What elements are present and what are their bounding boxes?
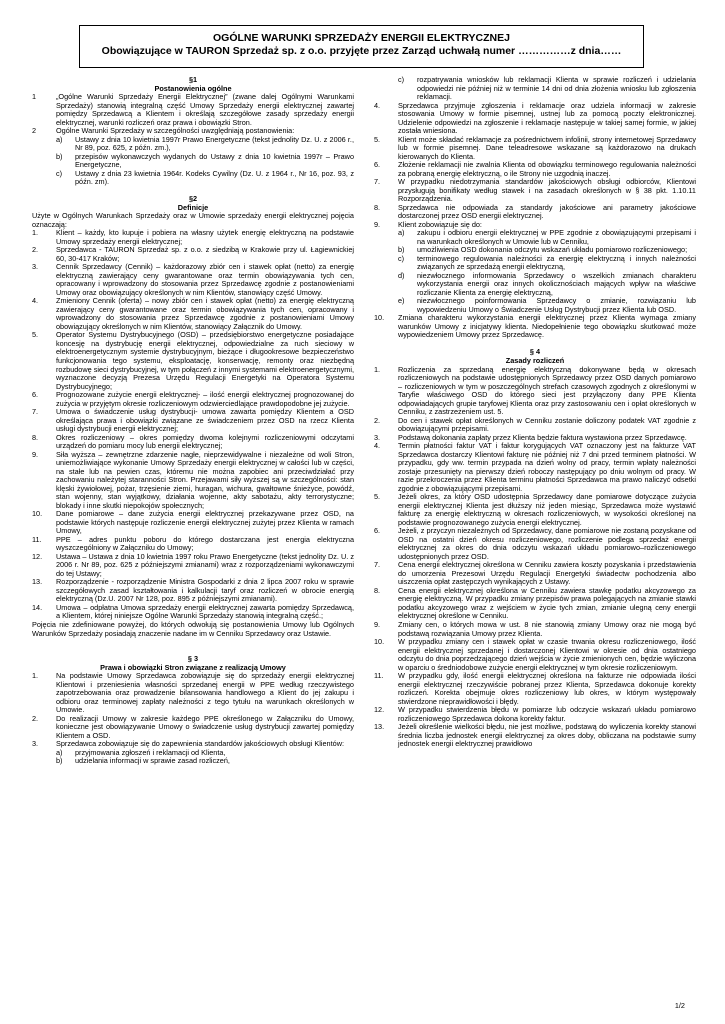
- sub-item: a) zakupu i odbioru energii elektrycznej w PPE zgodnie z obowiązującymi przepisami i na warunkach określonych w Umowie lub w Cenniku,: [398, 228, 696, 246]
- definition-item: 1. Klient – każdy, kto kupuje i pobiera na własny użytek energię elektryczną na podstawie Umowy sprzedaży energii elektrycznej;: [32, 228, 354, 246]
- definition-item: 12. Ustawa – Ustawa z dnia 10 kwietnia 1997 roku Prawo Energetyczne (tekst jednolity Dz. U. z 2006 r. Nr 89, poz. 625 z późniejszymi zmianami) wraz z rozporządzeniami wykonawczymi do tej Ustawy;: [32, 551, 354, 578]
- definition-item: 5. Operator Systemu Dystrybucyjnego (OSD) – przedsiębiorstwo energetyczne posiadające koncesję na dystrybucję energii elektrycznej, odpowiedzialne za ruch sieciowy w elektroenergetycznym systemie dystrybucyjnym, bieżące i długookresowe bezpieczeństwo funkcjonowania tego systemu, eksploatację, konserwację, remonty oraz niezbędną rozbudowę sieci dystrybucyjnej, w tym połączeń z innymi systemami elektroenergetycznymi, wyznaczone decyzją Prezesa Urzędu Regulacji Energetyki na Operatora Systemu Dystrybucyjnego;: [32, 330, 354, 391]
- paragraph: 10. Zmiana charakteru wykorzystania energii elektrycznej przez Klienta wymaga zmiany warunków Umowy z inicjatywy klienta. Niedopełnienie tego obowiązku skutkować może wypowiedzeniem Umowy przez Sprzedawcę.: [374, 313, 696, 340]
- paragraph: 2 Ogólne Warunki Sprzedaży w szczególności uwzględniają postanowienia:: [32, 126, 295, 136]
- section-1-title: Postanowienia ogólne: [154, 83, 232, 93]
- section-4-number: § 4: [529, 347, 541, 357]
- left-column: [32, 76, 354, 766]
- sub-item: d) niezwłocznego informowania Sprzedawcy o wszelkich zmianach charakteru wykorzystania energii oraz innych okolicznościach mających wpływ na właściwe rozliczanie Klienta za energię elektryczną,: [398, 270, 696, 297]
- paragraph: 6. Jeżeli, z przyczyn niezależnych od Sprzedawcy, dane pomiarowe nie zostaną pozyskane od OSD na ostatni dzień okresu rozliczeniowego, rozliczenie podlega sprzedaż energii elektrycznej za okres do dnia odczytu wskazań układu pomiarowo–rozliczeniowego udostępnionych przez OSD.: [374, 526, 696, 561]
- paragraph: 2. Do cen i stawek opłat określonych w Cenniku zostanie doliczony podatek VAT zgodnie z obowiązującymi przepisami.: [374, 415, 696, 434]
- paragraph: 10. W przypadku zmiany cen i stawek opłat w czasie trwania okresu rozliczeniowego, ilość energii elektrycznej sprzedanej i dostarczonej Klientowi w okresie od dnia ostatniego odczytu do dnia poprzedzającego dzień wejścia w życie zmienionych cen, będzie wyliczona w oparciu o średniodobowe zużycie energii elektrycznej w tym okresie rozliczeniowym.: [374, 637, 696, 672]
- section-3-number: § 3: [187, 654, 199, 664]
- definition-item: 11. PPE – adres punktu poboru do którego dostarczana jest energia elektryczna wyszczególniony w Załączniku do Umowy;: [32, 534, 354, 553]
- sub-item: a) przyjmowania zgłoszeń i reklamacji od Klienta,: [56, 747, 226, 757]
- paragraph: 7. Cena energii elektrycznej określona w Cenniku zawiera koszty pozyskania i przedstawienia do umorzenia Prezesowi Urzędu Regulacji Energetyki świadectw pochodzenia albo uiszczenia opłat zastępczych wynikających z Ustawy.: [374, 560, 696, 587]
- definition-item: 8. Okres rozliczeniowy – okres pomiędzy dwoma kolejnymi rozliczeniowymi odczytami urządzeń do pomiaru mocy lub energii elektrycznej;: [32, 432, 354, 451]
- definition-item: 10. Dane pomiarowe – dane zużycia energii elektrycznej przekazywane przez OSD, na podstawie których następuje rozliczenie energii elektrycznej zużytej przez Klienta w ramach Umowy,: [32, 509, 354, 536]
- paragraph: 12. W przypadku stwierdzenia błędu w pomiarze lub odczycie wskazań układu pomiarowo rozliczeniowego Sprzedawca dokona korekty faktur.: [374, 705, 696, 723]
- paragraph: 3. Sprzedawca zobowiązuje się do zapewnienia standardów jakościowych obsługi Klientów:: [32, 739, 344, 749]
- paragraph: 4. Termin płatności faktur VAT i faktur korygujących VAT oznaczony jest na fakturze VAT Sprzedawca dostarczy Klientowi fakturę nie później niż 7 dni przed terminem płatności. W przypadku, gdy ww. termin przypada na dzień wolny od pracy, termin wpłaty należności zostaje przesunięty na pierwszy dzień roboczy następujący po dniu wolnym od pracy. W razie przekroczenia przez Klienta terminu płatności Sprzedawca ma prawo naliczyć odsetki zgodnie z obowiązującymi przepisami.: [374, 441, 696, 493]
- right-column: [374, 76, 696, 749]
- paragraph: 9. Klient zobowiązuje się do:: [374, 219, 482, 229]
- paragraph: 1. Na podstawie Umowy Sprzedawca zobowiązuje się do sprzedaży energii elektrycznej Klientowi i przeniesienia własności sprzedanej energii w PPE według rzeczywistego zapotrzebowania oraz prowadzenie bilansowania handlowego a Klient do jej zakupu i odbioru oraz terminowej zapłaty należności z tego tytułu na warunkach określonych w Umowie.: [32, 671, 354, 715]
- paragraph: 8. Cena energii elektrycznej określona w Cenniku zawiera stawkę podatku akcyzowego za energię elektryczną. W przypadku zmiany przepisów prawa polegających na zmianie stawki podatku akcyzowego wraz z wejściem w życie tych zmian, zmianie ulegną ceny energii elektrycznej określone w Cenniku.: [374, 585, 696, 621]
- sub-item: c) Ustawy z dnia 23 kwietnia 1964r. Kodeks Cywilny (Dz. U. z 1964 r., Nr 16, poz. 93, z późn. zm).: [56, 168, 354, 187]
- paragraph: 9. Zmiany cen, o których mowa w ust. 8 nie stanowią zmiany Umowy oraz nie mogą być podstawą rozwiązania Umowy przez Klienta.: [374, 619, 696, 638]
- definition-item: 9. Siła wyższa – zewnętrzne zdarzenie nagłe, nieprzewidywalne i niezależne od woli Stron, uniemożliwiające wykonanie Umowy Sprzedaży energii elektrycznej w całości lub w części, na stałe lub na pewien czas, któremu nie można zapobiec ani przeciwdziałać przy zachowaniu należytej staranności Stron. Przejawami siły wyższej są w szczególności: stan klęski żywiołowej, pożar, trzęsienie ziemi, huragan, wichura, gwałtowne śnieżyce, powódź, stan wojenny, stan wyjątkowy, działania wojenne, akty sabotażu, akty terrorystyczne; blokady i inne skutki niepokojów społecznych;: [32, 449, 354, 510]
- section-2-number: §2: [188, 194, 198, 204]
- definition-item: 2. Sprzedawca - TAURON Sprzedaż sp. z o.o. z siedzibą w Krakowie przy ul. Łagiewnickiej 60, 30-417 Kraków;: [32, 245, 354, 263]
- definition-item: 13. Rozporządzenie - rozporządzenie Ministra Gospodarki z dnia 2 lipca 2007 roku w sprawie szczegółowych zasad kształtowania i kalkulacji taryf oraz rozliczeń w obrocie energią elektryczną (Dz.U. 2007 Nr 128, poz. 895 z późniejszymi zmianami).: [32, 577, 354, 604]
- section-4-title: Zasady rozliczeń: [505, 356, 565, 365]
- paragraph: 2. Do realizacji Umowy w zakresie każdego PPE określonego w Załączniku do Umowy, konieczne jest obowiązywanie Umowy o świadczenie usług dystrybucji zawartej pomiędzy Klientem a OSD.: [32, 713, 354, 740]
- definition-item: 7. Umowa o świadczenie usług dystrybucji- umowa zawarta pomiędzy Klientem a OSD określająca prawa i obowiązki związane ze świadczeniem przez OSD na rzecz Klienta usługi dystrybucji energii elektrycznej;: [32, 407, 354, 434]
- section-3-title: Prawa i obowiązki Stron związane z realizacją Umowy: [100, 662, 286, 672]
- page-number: 1/2: [674, 1001, 685, 1010]
- sub-item: b) udzielania informacji w sprawie zasad rozliczeń,: [56, 756, 230, 766]
- paragraph: 13. Jeżeli określenie wielkości błędu, nie jest możliwe, podstawą do wyliczenia korekty stanowi średnia liczba jednostek energii elektrycznej za okres doby, obliczana na podstawie sumy jednostek energii elektrycznej prawidłowo: [374, 722, 696, 749]
- paragraph: Użyte w Ogólnych Warunkach Sprzedaży oraz w Umowie sprzedaży energii elektrycznej pojęcia oznaczają:: [32, 211, 354, 229]
- sub-item: b) przepisów wykonawczych wydanych do Ustawy z dnia 10 kwietnia 1997r – Prawo Energetyczne,: [56, 151, 354, 170]
- sub-item: c) rozpatrywania wniosków lub reklamacji Klienta w sprawie rozliczeń i udzielania odpowiedzi nie później niż w terminie 14 dni od dnia złożenia wniosku lub zgłoszenia reklamacji.: [398, 75, 696, 102]
- section-2-title: Definicje: [177, 202, 209, 212]
- paragraph: 5. Klient może składać reklamacje za pośrednictwem infolinii, strony internetowej Sprzedawcy lub w formie pisemnej. Dane teleadresowe wskazane są każdorazowo na drukach kierowanych do Klienta.: [374, 134, 696, 161]
- paragraph: 11. W przypadku gdy, ilość energii elektrycznej określona na fakturze nie odpowiada ilości energii elektrycznej rzeczywiście pobranej przez Klienta, Sprzedawca dokonuje korekty rozliczeń. Korekta obejmuje okres rozliczeniowy lub okres, w którym występowały stwierdzone nieprawidłowości i błędy.: [374, 671, 696, 706]
- paragraph: 4. Sprzedawca przyjmuje zgłoszenia i reklamacje oraz udziela informacji w zakresie stosowania Umowy w formie pisemnej, ustnej lub za pomocą poczty elektronicznej. Udzielenie odpowiedzi na zgłoszenie i reklamacje następuje w takiej samej formie, w jakiej została wniesiona.: [374, 100, 696, 136]
- definition-item: 6. Prognozowane zużycie energii elektrycznej- – ilość energii elektrycznej prognozowanej do zużycia w przyjętym okresie rozliczeniowym odzwierciedlające prawdopodobne jej zużycie.: [32, 390, 354, 408]
- sub-item: c) terminowego regulowania należności za energię elektryczną i innych należności związanych ze sprzedażą energii elektryczną,: [398, 253, 696, 272]
- paragraph: 5. Jeżeli okres, za który OSD udostępnia Sprzedawcy dane pomiarowe dotyczące zużycia energii elektrycznej Klienta jest dłuższy niż jeden miesiąc, Sprzedawca może wystawić fakturę za energię elektryczną w okresach rozliczeniowych, w wysokości określonej na podstawie prognozowanego zużycia energii elektrycznej.: [374, 492, 696, 527]
- paragraph: 3. Podstawą dokonania zapłaty przez Klienta będzie faktura wystawiona przez Sprzedawcę.: [374, 432, 687, 442]
- document-title: OGÓLNE WARUNKI SPRZEDAŻY ENERGII ELEKTRYCZNEJ: [213, 32, 510, 44]
- paragraph: Pojęcia nie zdefiniowane powyżej, do których odwołują się postanowienia Umowy lub Ogólnych Warunków Sprzedaży posiadają znaczenie nadane im w Cenniku Sprzedawcy oraz Ustawie.: [32, 619, 354, 638]
- paragraph: 7. W przypadku niedotrzymania standardów jakościowych obsługi odbiorców, Klientowi przysługują bonifikaty według stawek i na zasadach określonych w § 38 pkt. 1.10.11 Rozporządzenia.: [374, 177, 696, 204]
- definition-item: 4. Zmieniony Cennik (oferta) – nowy zbiór cen i stawek opłat (netto) za energię elektryczną zawierający ceny gwarantowane oraz termin obowiązywania tych cen, opracowany i wprowadzony do stosowania przez Sprzedawcę zgodnie z postanowieniami Umowy obowiązujący określonych w nim Klientów, stanowiący Załącznik do Umowy.: [32, 296, 354, 331]
- section-1-number: §1: [188, 75, 198, 84]
- sub-item: b) umożliwienia OSD dokonania odczytu wskazań układu pomiarowo rozliczeniowego;: [398, 245, 688, 255]
- paragraph: 8. Sprzedawca nie odpowiada za standardy jakościowe ani parametry jakościowe dostarczonej przez OSD energii elektrycznej.: [374, 202, 696, 221]
- sub-item: e) niezwłocznego poinformowania Sprzedawcy o zmianie, rozwiązaniu lub wypowiedzeniu Umowy o Świadczenie Usług Dystrybucji przez Klienta lub OSD.: [398, 296, 696, 314]
- definition-item: 14. Umowa – odpłatna Umowa sprzedaży energii elektrycznej zawarta pomiędzy Sprzedawcą, a Klientem, której niniejsze Ogólne Warunki Sprzedaży stanowią integralną część.;: [32, 602, 354, 621]
- sub-item: a) Ustawy z dnia 10 kwietnia 1997r Prawo Energetyczne (tekst jednolity Dz. U. z 2006 r., Nr 89, poz. 625, z późn. zm.),: [56, 134, 354, 153]
- paragraph: 1. Rozliczenia za sprzedaną energię elektryczną dokonywane będą w okresach rozliczeniowych na podstawie udostępnionych Sprzedawcy przez OSD danych pomiarowo – rozliczeniowych w tym w poszczególnych strefach czasowych zgodnych z określonymi w Taryfie właściwego OSD do którego sieci jest przyłączony dany PPE Klienta odpowiadających grupie taryfowej Klienta oraz przy zastosowaniu cen i opłat określonych w Cenniku, z zastrzeżeniem ust. 5.: [374, 364, 696, 417]
- document-title-box: [79, 25, 644, 68]
- paragraph: 1 „Ogólne Warunki Sprzedaży Energii Elektrycznej” (zwane dalej Ogólnymi Warunkami Sprzedaży) stanowią integralną część Umowy Sprzedaży energii elektrycznej zawartej pomiędzy Sprzedawcą a Klientem i określają szczegółowe zasady sprzedaży energii elektrycznej, warunki rozliczeń oraz prawa i obowiązki Stron.: [32, 92, 354, 127]
- definition-item: 3. Cennik Sprzedawcy (Cennik) – każdorazowy zbiór cen i stawek opłat (netto) za energię elektryczną zawierający ceny gwarantowane oraz termin obowiązywania tych cen, opracowany i wprowadzony do stosowania przez Sprzedawcę zgodnie z postanowieniami Umowy oraz obowiązujący określonych w nim Klientów, stanowiący część Umowy.: [32, 262, 354, 297]
- document-subtitle: Obowiązujące w TAURON Sprzedaż sp. z o.o. przyjęte przez Zarząd uchwałą numer ……………z dnia……: [101, 45, 622, 57]
- paragraph: 6. Złożenie reklamacji nie zwalnia Klienta od obowiązku terminowego regulowania należności za pobraną energię elektryczną, o ile Strony nie uzgodnią inaczej.: [374, 160, 696, 178]
